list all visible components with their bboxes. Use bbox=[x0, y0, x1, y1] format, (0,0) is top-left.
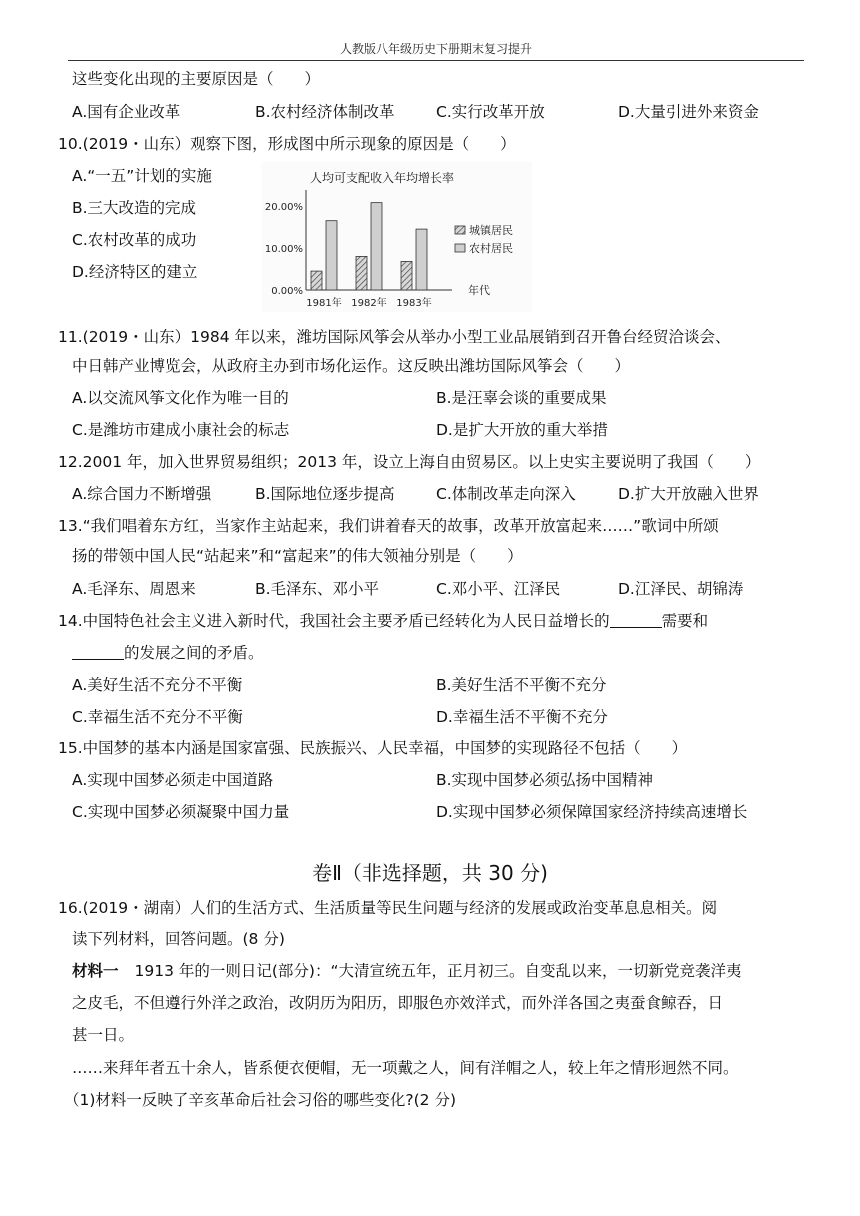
q11-stem-line2: 中日韩产业博览会，从政府主办到市场化运作。这反映出潍坊国际风筝会（ ） bbox=[72, 357, 631, 375]
q9-stem: 这些变化出现的主要原因是（ ） bbox=[72, 70, 321, 88]
chart-title: 人均可支配收入年均增长率 bbox=[310, 171, 455, 185]
q14-stem-text-a: 14.中国特色社会主义进入新时代，我国社会主要矛盾已经转化为人民日益增长的 bbox=[58, 612, 610, 630]
y-tick-label-0: 0.00% bbox=[271, 286, 303, 297]
q14-stem-text-c: 的发展之间的矛盾。 bbox=[124, 644, 264, 662]
q14-option-d[interactable]: D.幸福生活不平衡不充分 bbox=[436, 708, 608, 726]
q15-option-c[interactable]: C.实现中国梦必须凝聚中国力量 bbox=[72, 803, 290, 821]
income-growth-chart bbox=[262, 162, 532, 312]
q11-option-a[interactable]: A.以交流风筝文化作为唯一目的 bbox=[72, 389, 289, 407]
legend-label-urban: 城镇居民 bbox=[469, 224, 513, 237]
q10-option-c[interactable]: C.农村改革的成功 bbox=[72, 231, 197, 249]
q12-option-d[interactable]: D.扩大开放融入世界 bbox=[618, 485, 759, 503]
q14-blank-1 bbox=[610, 613, 662, 628]
q13-option-b[interactable]: B.毛泽东、邓小平 bbox=[255, 580, 380, 598]
y-tick-label-10: 10.00% bbox=[264, 244, 303, 255]
q11-stem-line1: 11.(2019・山东）1984 年以来，潍坊国际风筝会从举办小型工业品展销到召开鲁台经贸洽谈会、 bbox=[58, 328, 731, 346]
bar-rural-1983年 bbox=[416, 229, 427, 290]
q10-stem: 10.(2019・山东）观察下图，形成图中所示现象的原因是（ ） bbox=[58, 135, 516, 153]
q14-option-c[interactable]: C.幸福生活不充分不平衡 bbox=[72, 708, 243, 726]
q13-option-c[interactable]: C.邓小平、江泽民 bbox=[436, 580, 561, 598]
q12-stem: 12.2001 年，加入世界贸易组织；2013 年，设立上海自由贸易区。以上史实主要说明了我国（ ） bbox=[58, 453, 761, 471]
bar-rural-1981年 bbox=[326, 221, 337, 290]
y-tick-label-20: 20.00% bbox=[264, 202, 303, 213]
q13-option-d[interactable]: D.江泽民、胡锦涛 bbox=[618, 580, 744, 598]
q10-option-a[interactable]: A.“一五”计划的实施 bbox=[72, 167, 212, 185]
x-tick-label-1982: 1982年 bbox=[351, 298, 387, 309]
q16-material-1-line1 bbox=[72, 961, 742, 981]
q13-stem-line2: 扬的带领中国人民“站起来”和“富起来”的伟大领袖分别是（ ） bbox=[72, 547, 523, 565]
legend-swatch-rural bbox=[455, 244, 465, 252]
page-header bbox=[68, 40, 804, 61]
header-text: 人教版八年级历史下册期末复习提升 bbox=[339, 42, 532, 56]
x-tick-label-1983: 1983年 bbox=[396, 298, 432, 309]
q9-option-d[interactable]: D.大量引进外来资金 bbox=[618, 103, 759, 121]
section-2-title: 卷Ⅱ（非选择题，共 30 分) bbox=[312, 861, 548, 885]
q14-stem-line1 bbox=[58, 611, 708, 631]
q13-stem-line1: 13.“我们唱着东方红，当家作主站起来，我们讲着春天的故事，改革开放富起来……”歌词中所颂 bbox=[58, 517, 719, 535]
q16-material-1-line4: ……来拜年者五十余人，皆系便衣便帽，无一项戴之人，间有洋帽之人，较上年之情形迥然不同。 bbox=[72, 1059, 739, 1077]
q14-blank-2 bbox=[72, 645, 124, 660]
q12-option-c[interactable]: C.体制改革走向深入 bbox=[436, 485, 576, 503]
q14-option-a[interactable]: A.美好生活不充分不平衡 bbox=[72, 676, 243, 694]
q11-option-b[interactable]: B.是汪辜会谈的重要成果 bbox=[436, 389, 607, 407]
bar-rural-1982年 bbox=[371, 203, 382, 290]
material-text-1: 1913 年的一则日记(部分)：“大清宣统五年，正月初三。自变乱以来，一切新党竞袭洋夷 bbox=[134, 962, 742, 980]
legend-label-rural: 农村居民 bbox=[469, 242, 513, 255]
q13-option-a[interactable]: A.毛泽东、周恩来 bbox=[72, 580, 196, 598]
q10-option-d[interactable]: D.经济特区的建立 bbox=[72, 263, 198, 281]
q9-option-c[interactable]: C.实行改革开放 bbox=[436, 103, 545, 121]
q16-stem-line1: 16.(2019・湖南）人们的生活方式、生活质量等民生问题与经济的发展或政治变革息息相关。阅 bbox=[58, 899, 718, 917]
q15-option-d[interactable]: D.实现中国梦必须保障国家经济持续高速增长 bbox=[436, 803, 748, 821]
q15-option-a[interactable]: A.实现中国梦必须走中国道路 bbox=[72, 771, 274, 789]
q9-option-b[interactable]: B.农村经济体制改革 bbox=[255, 103, 395, 121]
legend-swatch-urban bbox=[455, 226, 465, 234]
x-axis-label: 年代 bbox=[468, 284, 490, 297]
q11-option-d[interactable]: D.是扩大开放的重大举措 bbox=[436, 421, 608, 439]
q16-sub-question-1: （1)材料一反映了辛亥革命后社会习俗的哪些变化?(2 分) bbox=[64, 1091, 457, 1109]
bar-urban-1982年 bbox=[356, 256, 367, 290]
bar-urban-1981年 bbox=[311, 271, 322, 290]
q11-option-c[interactable]: C.是潍坊市建成小康社会的标志 bbox=[72, 421, 290, 439]
bar-urban-1983年 bbox=[401, 261, 412, 290]
q16-stem-line2: 读下列材料，回答问题。(8 分) bbox=[72, 930, 285, 948]
q14-option-b[interactable]: B.美好生活不平衡不充分 bbox=[436, 676, 607, 694]
q16-material-1-line2: 之皮毛，不但遵行外洋之政治，改阴历为阳历，即服色亦效洋式，而外洋各国之夷蚕食鲸吞，日 bbox=[72, 994, 724, 1012]
x-tick-label-1981: 1981年 bbox=[306, 298, 342, 309]
q12-option-b[interactable]: B.国际地位逐步提高 bbox=[255, 485, 395, 503]
q10-option-b[interactable]: B.三大改造的完成 bbox=[72, 199, 197, 217]
material-label: 材料一 bbox=[72, 962, 119, 980]
q12-option-a[interactable]: A.综合国力不断增强 bbox=[72, 485, 212, 503]
q14-stem-line2 bbox=[72, 643, 264, 663]
q15-stem: 15.中国梦的基本内涵是国家富强、民族振兴、人民幸福，中国梦的实现路径不包括（ ） bbox=[58, 739, 688, 757]
q16-material-1-line3: 甚一日。 bbox=[72, 1026, 135, 1044]
q15-option-b[interactable]: B.实现中国梦必须弘扬中国精神 bbox=[436, 771, 654, 789]
q9-option-a[interactable]: A.国有企业改革 bbox=[72, 103, 181, 121]
q14-stem-text-b: 需要和 bbox=[661, 612, 709, 630]
